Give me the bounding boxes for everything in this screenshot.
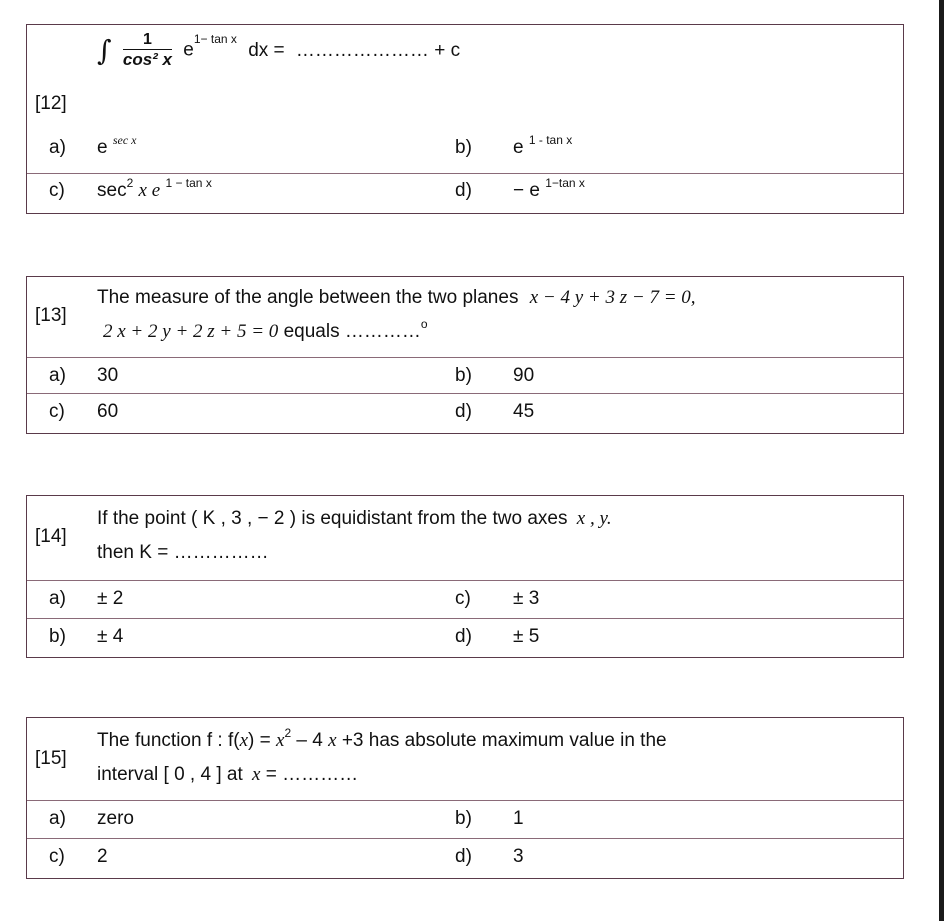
options-row: [27, 618, 903, 653]
option-b-text[interactable]: ± 4: [97, 626, 124, 647]
stem-var: x: [276, 730, 285, 751]
stem-exponent: 2: [284, 726, 292, 740]
question-stem-line-2: [97, 542, 269, 564]
stem-text: interval [ 0 , 4 ] at: [97, 764, 243, 785]
option-label: a): [49, 588, 66, 609]
option-label: b): [455, 808, 472, 829]
stem-text: then K = ……………: [97, 542, 269, 563]
stem-text: +3 has absolute maximum value in the: [341, 730, 667, 751]
question-number: [12]: [35, 93, 67, 114]
option-exp: sec x: [112, 133, 137, 147]
options-row: [27, 393, 903, 428]
exp-power: 1− tan x: [193, 31, 237, 46]
option-label: d): [455, 180, 472, 201]
option-label: c): [49, 180, 65, 201]
stem-equation: 2 x + 2 y + 2 z + 5 = 0: [103, 321, 279, 342]
option-label: a): [49, 365, 66, 386]
option-label: d): [455, 626, 472, 647]
option-prefix-exp: 2: [126, 176, 134, 190]
option-label: d): [455, 401, 472, 422]
option-d-text[interactable]: ± 5: [513, 626, 540, 647]
option-exp: 1−tan x: [545, 176, 585, 190]
stem-text: = …………: [265, 764, 359, 785]
option-a-text[interactable]: 30: [97, 365, 119, 386]
options-row: [27, 357, 903, 392]
option-b-text[interactable]: 1: [513, 808, 524, 829]
fraction-denominator: cos² x: [122, 50, 173, 69]
option-mid: x e: [138, 180, 161, 201]
question-12: [26, 24, 904, 214]
question-13: [26, 276, 904, 434]
option-a-text[interactable]: ± 2: [97, 588, 124, 609]
question-stem: [27, 25, 903, 125]
question-stem-line-1: [97, 508, 612, 530]
stem-text: If the point ( K , 3 , − 2 ) is equidistant from the two axes: [97, 508, 568, 529]
dx-equals: dx =: [248, 39, 285, 61]
option-exp: 1 − tan x: [165, 176, 212, 190]
degree-symbol: o: [420, 317, 428, 331]
stem-var: x: [252, 764, 261, 785]
question-14: [26, 495, 904, 658]
option-label: b): [455, 137, 472, 158]
option-d-text[interactable]: [513, 176, 585, 202]
option-exp: 1 - tan x: [528, 133, 573, 147]
question-stem-line-1: [97, 726, 667, 752]
option-base: − e: [513, 180, 540, 201]
option-c-text[interactable]: [97, 176, 212, 202]
question-number: [13]: [35, 305, 67, 326]
stem-text: The function f : f(: [97, 730, 240, 751]
question-number: [15]: [35, 748, 67, 769]
option-label: c): [455, 588, 471, 609]
integral-expression: [97, 31, 460, 70]
question-stem-line-2: [103, 317, 428, 343]
question-stem-line-1: [97, 287, 696, 309]
fraction: [123, 31, 172, 70]
stem-var: x: [239, 730, 249, 751]
option-label: b): [49, 626, 66, 647]
option-base: e: [97, 137, 108, 158]
options-row: [27, 129, 903, 163]
stem-equation: x − 4 y + 3 z − 7 = 0,: [529, 287, 696, 308]
option-c-text[interactable]: 2: [97, 846, 108, 867]
question-number: [14]: [35, 526, 67, 547]
option-label: b): [455, 365, 472, 386]
question-15: [26, 717, 904, 879]
option-a-text[interactable]: [97, 133, 137, 159]
option-d-text[interactable]: 45: [513, 401, 535, 422]
integral-sign: ∫: [97, 34, 112, 67]
option-label: c): [49, 401, 65, 422]
option-label: c): [49, 846, 65, 867]
option-label: a): [49, 808, 66, 829]
stem-text: The measure of the angle between the two planes: [97, 287, 519, 308]
answer-blank: ………………… + c: [295, 39, 461, 61]
question-stem-line-2: [97, 764, 358, 786]
option-d-text[interactable]: 3: [513, 846, 524, 867]
page-edge-bar: [939, 0, 944, 921]
option-b-text[interactable]: 90: [513, 365, 535, 386]
stem-axes: x , y.: [576, 508, 612, 529]
option-c-text[interactable]: 60: [97, 401, 119, 422]
option-c-text[interactable]: ± 3: [513, 588, 540, 609]
option-prefix: sec: [97, 180, 127, 201]
stem-var: x: [328, 730, 337, 751]
option-a-text[interactable]: zero: [97, 808, 134, 829]
stem-text: equals …………: [283, 321, 421, 342]
options-row: [27, 838, 903, 873]
stem-text: – 4: [296, 730, 323, 751]
options-row: [27, 580, 903, 615]
option-label: d): [455, 846, 472, 867]
option-label: a): [49, 137, 66, 158]
option-b-text[interactable]: [513, 133, 573, 159]
option-base: e: [513, 137, 524, 158]
options-row: [27, 173, 903, 208]
stem-text: ) =: [248, 730, 271, 751]
fraction-numerator: 1: [123, 31, 172, 50]
exp-base: e: [183, 39, 194, 61]
options-row: [27, 800, 903, 835]
